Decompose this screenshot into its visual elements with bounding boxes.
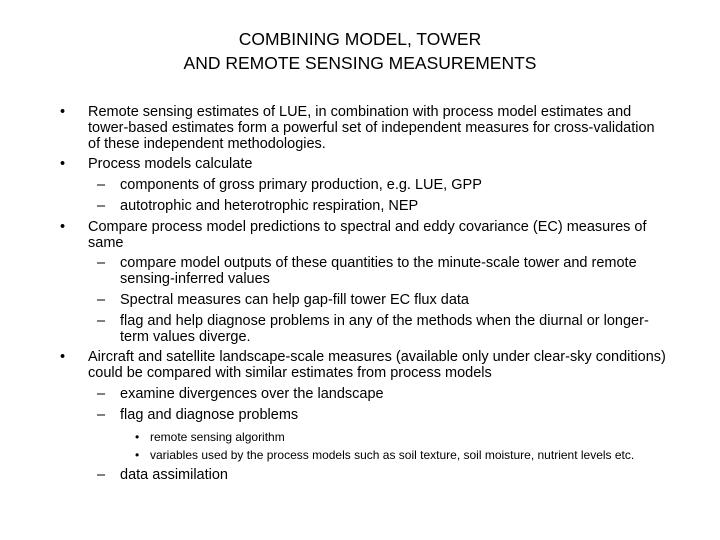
sub-bullet-text: examine divergences over the landscape — [120, 385, 384, 402]
bullet-marker: • — [60, 104, 66, 120]
sub-bullet-text: flag and diagnose problems — [120, 406, 299, 423]
sub-bullet-item — [97, 406, 665, 424]
sub-bullet-item — [97, 177, 665, 194]
bullet-item — [60, 104, 668, 152]
sub-bullet-text: components of gross primary production, e.g. LUE, GPP — [120, 177, 482, 194]
bullet-marker: • — [60, 349, 66, 366]
sub-bullet-item — [97, 291, 665, 309]
sub-sub-bullet-item — [135, 447, 690, 462]
bullet-text: Process models calculate — [88, 156, 253, 173]
dash-marker: – — [97, 255, 106, 272]
title-line-1: COMBINING MODEL, TOWER — [238, 29, 482, 49]
sub-bullet-item — [97, 312, 665, 346]
sub-bullet-item — [97, 197, 665, 215]
dash-marker: – — [97, 312, 106, 329]
bullet-item — [60, 218, 668, 346]
sub-bullet-text: flag and help diagnose problems in any of the methods when the diurnal or longer-term values diverge. — [120, 312, 649, 345]
bullet-text: Aircraft and satellite landscape-scale measures (available only under clear-sky conditions) could be compared with similar estimates from process models — [88, 349, 666, 382]
sub-bullet-text: autotrophic and heterotrophic respiration, NEP — [120, 197, 419, 214]
bullet-item — [60, 349, 668, 483]
bullet-text: Remote sensing estimates of LUE, in combination with process model estimates and tower-based estimates form a powerful set of independent measures for cross-validation of these independent methodologies. — [88, 104, 655, 152]
bullet-marker: • — [60, 218, 66, 235]
slide-body — [0, 105, 720, 488]
bullet-text: Compare process model predictions to spectral and eddy covariance (EC) measures of same — [88, 218, 647, 251]
dash-marker: – — [97, 385, 106, 402]
small-bullet-marker: • — [135, 429, 140, 444]
dash-marker: – — [97, 291, 106, 308]
sub-sub-bullet-item — [135, 429, 690, 444]
sub-bullet-item — [97, 385, 665, 403]
slide-title — [0, 27, 720, 75]
bullet-item — [60, 156, 668, 214]
sub-sub-bullet-text: remote sensing algorithm — [150, 429, 285, 444]
bullet-marker: • — [60, 156, 66, 173]
dash-marker: – — [97, 406, 106, 423]
sub-bullet-text: Spectral measures can help gap-fill tower EC flux data — [120, 291, 469, 308]
dash-marker: – — [97, 466, 106, 483]
sub-bullet-text: data assimilation — [120, 466, 228, 483]
sub-bullet-item — [97, 466, 665, 484]
dash-marker: – — [97, 197, 106, 214]
sub-bullet-item — [97, 255, 665, 288]
title-line-2: AND REMOTE SENSING MEASUREMENTS — [183, 53, 537, 73]
dash-marker: – — [97, 177, 106, 194]
sub-sub-bullet-text: variables used by the process models such as soil texture, soil moisture, nutrient levels etc. — [150, 447, 635, 462]
sub-bullet-text: compare model outputs of these quantities to the minute-scale tower and remote sensing-inferred values — [120, 255, 637, 288]
small-bullet-marker: • — [135, 447, 140, 462]
